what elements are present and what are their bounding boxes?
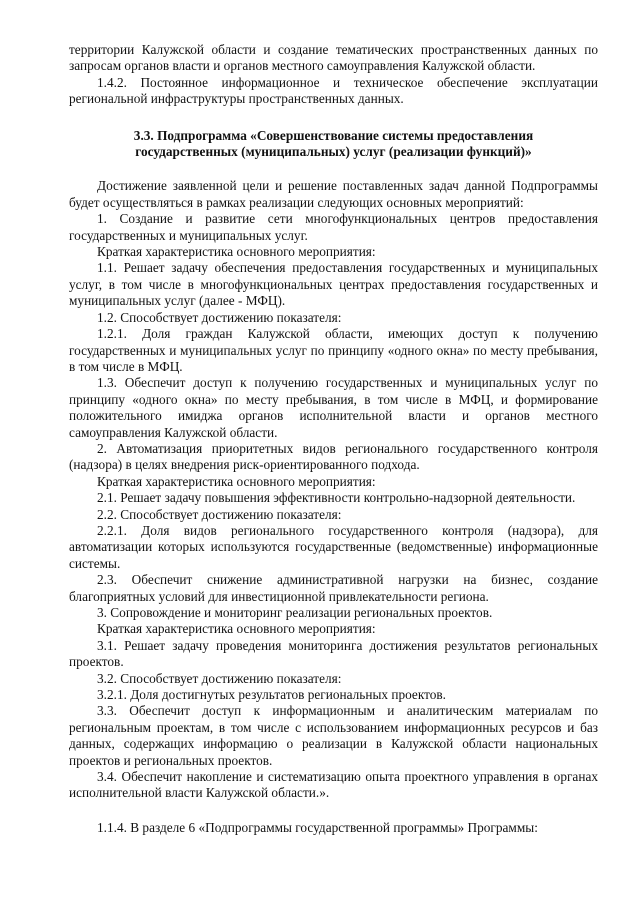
paragraph-3-2-1: 3.2.1. Доля достигнутых результатов региональных проектов. [97,687,447,703]
paragraph-2-1: 2.1. Решает задачу повышения эффективности контрольно-надзорной деятельности. [97,490,576,506]
paragraph-brief-3: Краткая характеристика основного мероприятия: [97,621,376,637]
paragraph-item-2: 2. Автоматизация приоритетных видов регионального государственного контроля (надзора) в целях внедрения риск-ориентированного подхода. [69,440,598,473]
paragraph-1-1: 1.1. Решает задачу обеспечения предоставления государственных и муниципальных услуг, в том числе в многофункциональных центрах предоставления государственных и муниципальных услуг (далее - МФЦ). [69,260,598,309]
paragraph-1-3: 1.3. Обеспечит доступ к получению государственных и муниципальных услуг по принципу «одного окна» по месту пребывания, в том числе в МФЦ, и формирование положительного имиджа органов исполнительной власти и органов местного самоуправления Калужской области. [69,375,598,440]
paragraph-item-1: 1. Создание и развитие сети многофункциональных центров предоставления государственных и муниципальных услуг. [69,211,598,243]
paragraph-2-2: 2.2. Способствует достижению показателя: [97,506,342,522]
spacer [69,802,598,820]
paragraph-item-3: 3. Сопровождение и мониторинг реализации региональных проектов. [97,605,493,620]
paragraph-2-2-1: 2.2.1. Доля видов регионального государственного контроля (надзора), для автоматизации которых используются государственные (ведомственные) информационные системы. [69,522,598,571]
paragraph-brief-2: Краткая характеристика основного мероприятия: [97,473,376,489]
paragraph-continuation: территории Калужской области и создание тематических пространственных данных по запросам органов власти и органов местного самоуправления Калужской области. [69,42,598,74]
spacer [69,160,598,178]
paragraph-3-3: 3.3. Обеспечит доступ к информационным и аналитическим материалам по региональным проектам, в том числе с использованием информационных ресурсов и баз данных, содержащих информацию о реализации в Калужской области национальных проектов и региональных проектов. [69,703,598,768]
paragraph-1-2: 1.2. Способствует достижению показателя: [97,309,342,325]
section-title: 3.3. Подпрограмма «Совершенствование системы предоставления государственных (муниципальных) услуг (реализации функций)» [133,127,534,160]
paragraph-3-4: 3.4. Обеспечит накопление и систематизацию опыта проектного управления в органах исполнительной власти Калужской области.». [69,769,598,801]
paragraph-1-2-1: 1.2.1. Доля граждан Калужской области, имеющих доступ к получению государственных и муниципальных услуг по принципу «одного окна» по месту пребывания, в том числе в МФЦ. [69,326,598,374]
paragraph-1-4-2: 1.4.2. Постоянное информационное и техническое обеспечение эксплуатации региональной инфраструктуры пространственных данных. [69,74,598,107]
paragraph-1-1-4: 1.1.4. В разделе 6 «Подпрограммы государственной программы» Программы: [97,819,538,835]
paragraph-brief-1: Краткая характеристика основного мероприятия: [97,244,376,260]
paragraph-3-1: 3.1. Решает задачу проведения мониторинга достижения результатов региональных проектов. [69,637,598,670]
spacer [69,108,598,128]
paragraph-2-3: 2.3. Обеспечит снижение административной нагрузки на бизнес, создание благоприятных условий для инвестиционной привлекательности региона. [69,572,598,604]
paragraph-3-2: 3.2. Способствует достижению показателя: [97,670,342,686]
paragraph-intro: Достижение заявленной цели и решение поставленных задач данной Подпрограммы будет осуществляться в рамках реализации следующих основных мероприятий: [69,178,598,210]
